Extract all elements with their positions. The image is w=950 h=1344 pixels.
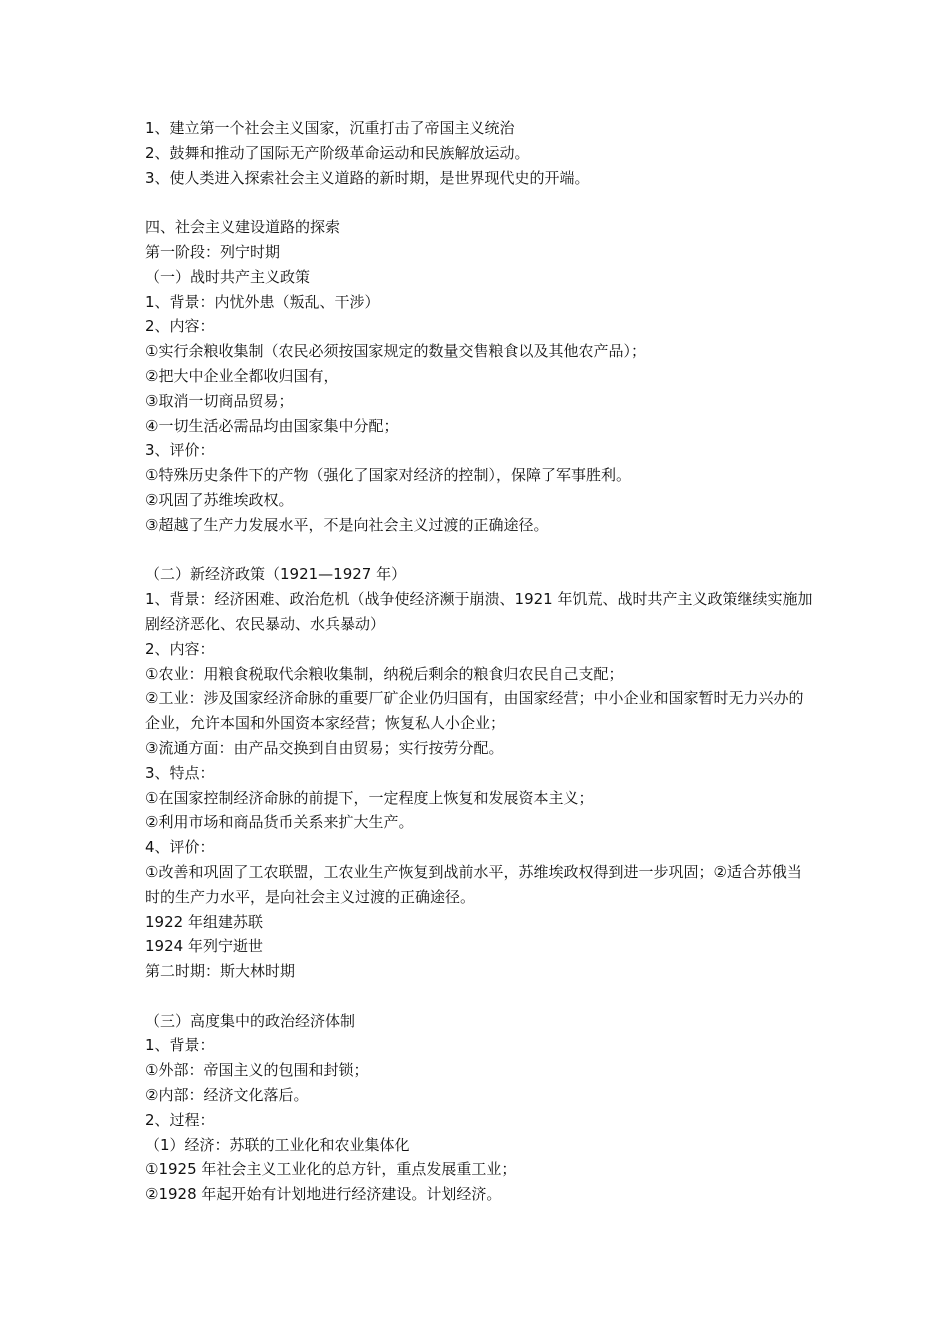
blank-line bbox=[145, 984, 815, 1009]
text-line: ①农业：用粮食税取代余粮收集制，纳税后剩余的粮食归农民自己支配； bbox=[145, 664, 624, 683]
text-paragraph: ①改善和巩固了工农联盟，工农业生产恢复到战前水平，苏维埃政权得到进一步巩固；②适合苏俄当时的生产力水平，是向社会主义过渡的正确途径。 bbox=[145, 862, 802, 906]
text-line: 1924 年列宁逝世 bbox=[145, 937, 263, 956]
text-line: 3、使人类进入探索社会主义道路的新时期，是世界现代史的开端。 bbox=[145, 168, 590, 187]
blank-line bbox=[145, 538, 815, 563]
stage-heading: 第一阶段：列宁时期 bbox=[145, 242, 281, 261]
text-line: ④一切生活必需品均由国家集中分配； bbox=[145, 416, 399, 435]
text-line: ②利用市场和商品货币关系来扩大生产。 bbox=[145, 813, 414, 832]
text-line: 3、评价： bbox=[145, 441, 215, 460]
text-line: ②内部：经济文化落后。 bbox=[145, 1086, 309, 1105]
subsection-heading: （二）新经济政策（1921—1927 年） bbox=[145, 565, 407, 584]
text-line: 2、过程： bbox=[145, 1110, 215, 1129]
section-heading: 四、社会主义建设道路的探索 bbox=[145, 218, 341, 237]
text-line: ①实行余粮收集制（农民必须按国家规定的数量交售粮食以及其他农产品）； bbox=[145, 342, 646, 361]
text-line: 3、特点： bbox=[145, 763, 215, 782]
text-line: 1、背景：内忧外患（叛乱、干涉） bbox=[145, 292, 380, 311]
text-line: 4、评价： bbox=[145, 838, 215, 857]
text-line: ①特殊历史条件下的产物（强化了国家对经济的控制），保障了军事胜利。 bbox=[145, 466, 631, 485]
text-line: ③超越了生产力发展水平，不是向社会主义过渡的正确途径。 bbox=[145, 515, 549, 534]
text-paragraph: 1、背景：经济困难、政治危机（战争使经济濒于崩溃、1921 年饥荒、战时共产主义政策继续实施加剧经济恶化、农民暴动、水兵暴动） bbox=[145, 590, 813, 633]
text-line: ②1928 年起开始有计划地进行经济建设。计划经济。 bbox=[145, 1185, 502, 1204]
blank-line bbox=[145, 190, 815, 215]
text-line: 1、背景： bbox=[145, 1036, 215, 1055]
text-paragraph: ②工业：涉及国家经济命脉的重要厂矿企业仍归国有，由国家经营；中小企业和国家暂时无力兴办的企业，允许本国和外国资本家经营；恢复私人小企业； bbox=[145, 689, 804, 733]
text-line: 2、内容： bbox=[145, 317, 215, 336]
stage-heading: 第二时期：斯大林时期 bbox=[145, 962, 296, 981]
text-line: ②把大中企业全都收归国有， bbox=[145, 366, 339, 385]
subsection-heading: （一）战时共产主义政策 bbox=[145, 267, 311, 286]
text-line: 2、鼓舞和推动了国际无产阶级革命运动和民族解放运动。 bbox=[145, 143, 530, 162]
text-line: 1、建立第一个社会主义国家，沉重打击了帝国主义统治 bbox=[145, 119, 515, 137]
subsection-heading: （三）高度集中的政治经济体制 bbox=[145, 1011, 356, 1030]
text-line: ③取消一切商品贸易； bbox=[145, 391, 294, 410]
text-line: 2、内容： bbox=[145, 639, 215, 658]
text-line: ①在国家控制经济命脉的前提下，一定程度上恢复和发展资本主义； bbox=[145, 788, 594, 807]
text-line: ③流通方面：由产品交换到自由贸易；实行按劳分配。 bbox=[145, 738, 504, 757]
text-line: ①外部：帝国主义的包围和封锁； bbox=[145, 1061, 369, 1080]
text-line: （1）经济：苏联的工业化和农业集体化 bbox=[145, 1135, 410, 1154]
text-line: 1922 年组建苏联 bbox=[145, 912, 263, 931]
text-line: ②巩固了苏维埃政权。 bbox=[145, 490, 294, 509]
document-page bbox=[145, 116, 815, 1207]
text-line: ①1925 年社会主义工业化的总方针，重点发展重工业； bbox=[145, 1160, 517, 1179]
